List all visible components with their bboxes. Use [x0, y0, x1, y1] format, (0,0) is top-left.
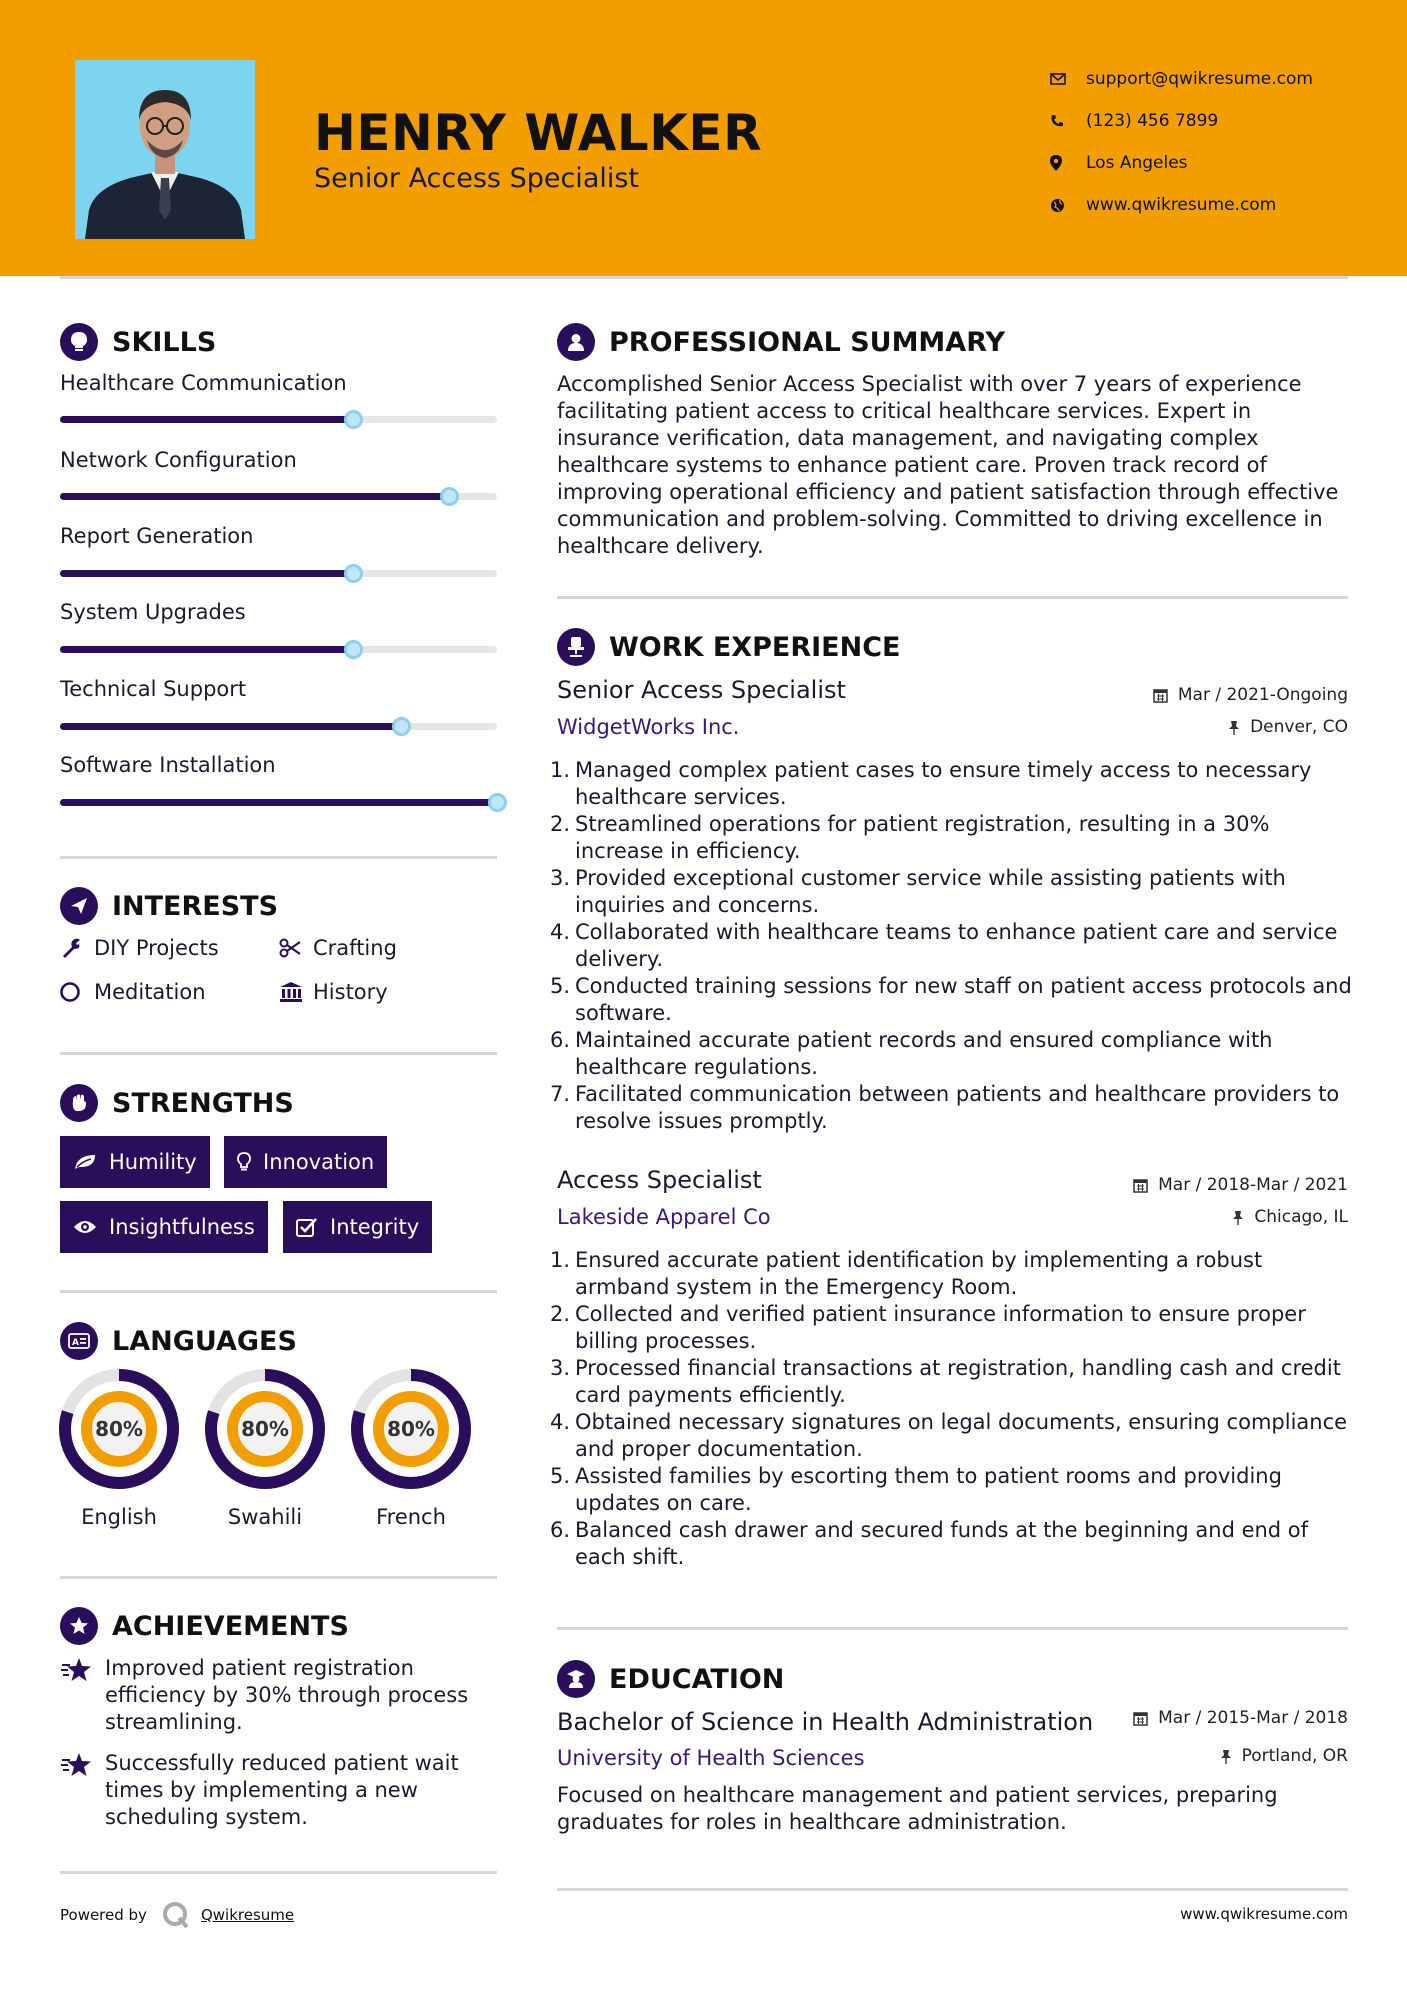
job-location [1228, 717, 1348, 737]
job-bullets [550, 757, 1357, 1135]
education-heading [557, 1660, 784, 1698]
skill-bar-fill [60, 493, 449, 500]
skill-bar-knob [344, 564, 363, 583]
language-percent: 80% [387, 1417, 435, 1441]
job-title: Access Specialist [557, 1166, 762, 1194]
skill-bar-fill [60, 416, 353, 423]
job-bullet: 4. Obtained necessary signatures on legal documents, ensuring compliance and proper documentation. [550, 1410, 1348, 1461]
experience-heading [557, 628, 900, 666]
skill-bar [60, 723, 497, 730]
language-ring [57, 1367, 181, 1491]
job-bullet: 6. Maintained accurate patient records and ensured compliance with healthcare regulations. [550, 1028, 1273, 1079]
wrench-icon [60, 937, 94, 959]
job-bullet: 7. Facilitated communication between patients and healthcare providers to resolve issues promptly. [550, 1082, 1340, 1133]
section-divider [60, 1871, 497, 1874]
contact-location-text: Los Angeles [1086, 153, 1188, 173]
envelope-icon [1050, 73, 1086, 85]
pushpin-icon [1228, 720, 1240, 735]
calendar-icon [1133, 1178, 1148, 1193]
skill-bar [60, 416, 497, 423]
language-name: English [81, 1505, 157, 1529]
skill-bar-knob [344, 410, 363, 429]
job-bullet: 4. Collaborated with healthcare teams to enhance patient care and service delivery. [550, 920, 1338, 971]
job-location [1232, 1207, 1348, 1227]
strength-label: Humility [109, 1150, 197, 1174]
calendar-icon [1153, 688, 1168, 703]
skills-heading-text: SKILLS [112, 326, 217, 358]
strength-label: Integrity [330, 1215, 420, 1239]
header-divider [60, 276, 1348, 279]
skill-label: Report Generation [60, 524, 254, 548]
education-description: Focused on healthcare management and patient services, preparing graduates for roles in healthcare administration. [557, 1783, 1278, 1834]
strength-pill [60, 1201, 268, 1253]
languages-heading [60, 1322, 297, 1360]
job-bullet: 3. Provided exceptional customer service while assisting patients with inquiries and concerns. [550, 866, 1286, 917]
svg-text:A: A [72, 1338, 79, 1348]
raised-fist-icon [60, 1084, 98, 1122]
skill-label: Software Installation [60, 753, 276, 777]
eye-icon [73, 1219, 97, 1235]
skill-bar-fill [60, 570, 353, 577]
section-divider [557, 1888, 1348, 1891]
job-dates-text: Mar / 2021-Ongoing [1177, 685, 1348, 705]
job-location-text: Denver, CO [1250, 717, 1348, 737]
section-divider [60, 1052, 497, 1055]
job-bullet: 6. Balanced cash drawer and secured funds at the beginning and end of each shift. [550, 1518, 1309, 1569]
summary-text: Accomplished Senior Access Specialist with over 7 years of experience facilitating patient access to critical healthcare services. Expert in insurance verification, data management, and navigating complex healthcare systems to enhance patient care. Proven track record of improving operational efficiency and patient satisfaction through effective communication and problem-solving. Committed to driving excellence in healthcare delivery. [557, 372, 1339, 558]
powered-by-text: Powered by [60, 1906, 147, 1924]
calendar-icon [1133, 1711, 1148, 1726]
interest-label: Meditation [94, 980, 206, 1004]
leaf-icon [73, 1153, 97, 1171]
lightbulb-icon [60, 323, 98, 361]
interest-item [60, 936, 219, 960]
section-divider [60, 1290, 497, 1293]
contact-website-text: www.qwikresume.com [1086, 195, 1277, 215]
language-item [203, 1367, 327, 1529]
skill-bar [60, 570, 497, 577]
strength-pill [283, 1201, 432, 1253]
strengths-heading-text: STRENGTHS [112, 1087, 294, 1119]
job-dates [1133, 1175, 1348, 1195]
skill-bar-knob [392, 717, 411, 736]
user-icon [557, 323, 595, 361]
language-percent: 80% [241, 1417, 289, 1441]
job-dates-text: Mar / 2018-Mar / 2021 [1158, 1175, 1348, 1195]
languages-heading-text: LANGUAGES [112, 1325, 297, 1357]
resume-header [0, 0, 1407, 276]
globe-icon [1050, 198, 1086, 213]
contact-email[interactable] [1050, 58, 1313, 100]
strength-pill [60, 1136, 210, 1188]
education-dates [1133, 1708, 1348, 1728]
job-bullet: 3. Processed financial transactions at registration, handling cash and credit card payments efficiently. [550, 1356, 1341, 1407]
skill-bar-knob [488, 793, 507, 812]
skill-bar [60, 799, 497, 806]
location-pin-icon [1050, 155, 1086, 171]
lightbulb-icon [237, 1152, 251, 1172]
job-bullet: 1. Managed complex patient cases to ensure timely access to necessary healthcare services. [550, 758, 1312, 809]
strength-label: Innovation [263, 1150, 375, 1174]
skill-bar-knob [440, 487, 459, 506]
interest-item [279, 980, 388, 1004]
qwikresume-link[interactable]: Qwikresume [200, 1906, 295, 1924]
graduate-icon [557, 1660, 595, 1698]
candidate-title: Senior Access Specialist [314, 163, 640, 194]
education-location [1220, 1746, 1348, 1766]
qwikresume-logo-icon [161, 1900, 191, 1930]
checkbox-icon [296, 1217, 318, 1237]
interests-heading-text: INTERESTS [112, 890, 279, 922]
language-item [349, 1367, 473, 1529]
language-card-icon [60, 1322, 98, 1360]
experience-heading-text: WORK EXPERIENCE [609, 631, 901, 663]
skill-bar-fill [60, 646, 353, 653]
interest-label: DIY Projects [94, 936, 219, 960]
powered-by [60, 1900, 294, 1930]
language-item [57, 1367, 181, 1529]
contact-location [1050, 142, 1313, 184]
skill-label: Network Configuration [60, 448, 297, 472]
achievement-item [60, 1750, 500, 1831]
strength-pill [224, 1136, 387, 1188]
scissors-icon [279, 938, 313, 958]
achievement-text: Improved patient registration efficiency by 30% through process streamlining. [105, 1656, 469, 1734]
skill-label: Healthcare Communication [60, 371, 347, 395]
education-heading-text: EDUCATION [609, 1663, 785, 1695]
star-icon [60, 1655, 105, 1736]
summary-heading [557, 323, 1005, 361]
job-bullet: 5. Assisted families by escorting them to patient rooms and providing updates on care. [550, 1464, 1282, 1515]
job-dates [1153, 685, 1348, 705]
school-name: University of Health Sciences [557, 1746, 865, 1770]
interest-item [60, 980, 206, 1004]
skill-bar [60, 493, 497, 500]
strength-label: Insightfulness [109, 1215, 255, 1239]
contact-phone[interactable] [1050, 100, 1313, 142]
company-name: WidgetWorks Inc. [557, 715, 740, 739]
office-chair-icon [557, 628, 595, 666]
job-bullets [550, 1247, 1357, 1571]
contact-list [1050, 58, 1313, 226]
skill-bar-fill [60, 799, 497, 806]
candidate-name: HENRY WALKER [314, 104, 763, 162]
footer-website[interactable]: www.qwikresume.com [1180, 1905, 1348, 1923]
education-dates-text: Mar / 2015-Mar / 2018 [1158, 1708, 1348, 1728]
interest-label: Crafting [313, 936, 397, 960]
job-bullet: 5. Conducted training sessions for new staff on patient access protocols and software. [550, 974, 1352, 1025]
achievements-heading [60, 1607, 349, 1645]
language-name: French [376, 1505, 446, 1529]
skill-label: Technical Support [60, 677, 247, 701]
contact-email-text: support@qwikresume.com [1086, 69, 1313, 89]
skills-heading [60, 323, 216, 361]
achievements-heading-text: ACHIEVEMENTS [112, 1610, 349, 1642]
skill-label: System Upgrades [60, 600, 246, 624]
skill-bar-knob [344, 640, 363, 659]
contact-website[interactable] [1050, 184, 1313, 226]
language-ring [349, 1367, 473, 1491]
interest-label: History [313, 980, 388, 1004]
degree-title: Bachelor of Science in Health Administration [557, 1708, 1094, 1736]
star-badge-icon [60, 1607, 98, 1645]
skill-bar [60, 646, 497, 653]
job-title: Senior Access Specialist [557, 676, 846, 704]
summary-heading-text: PROFESSIONAL SUMMARY [609, 326, 1006, 358]
interests-heading [60, 887, 278, 925]
language-ring [203, 1367, 327, 1491]
pushpin-icon [1220, 1749, 1232, 1764]
contact-phone-text: (123) 456 7899 [1086, 111, 1219, 131]
section-divider [60, 856, 497, 859]
section-divider [557, 596, 1348, 599]
job-location-text: Chicago, IL [1254, 1207, 1348, 1227]
strengths-heading [60, 1084, 294, 1122]
achievement-item [60, 1655, 500, 1736]
company-name: Lakeside Apparel Co [557, 1205, 771, 1229]
phone-icon [1050, 114, 1086, 128]
skill-bar-fill [60, 723, 401, 730]
job-bullet: 2. Collected and verified patient insurance information to ensure proper billing processes. [550, 1302, 1306, 1353]
interest-item [279, 936, 397, 960]
profile-photo [75, 60, 255, 239]
pushpin-icon [1232, 1210, 1244, 1225]
language-percent: 80% [95, 1417, 143, 1441]
education-location-text: Portland, OR [1241, 1746, 1348, 1766]
paper-plane-icon [60, 887, 98, 925]
language-name: Swahili [227, 1505, 303, 1529]
achievement-text: Successfully reduced patient wait times by implementing a new scheduling system. [105, 1751, 459, 1829]
job-bullet: 2. Streamlined operations for patient registration, resulting in a 30% increase in efficiency. [550, 812, 1270, 863]
museum-icon [279, 981, 313, 1003]
section-divider [60, 1576, 497, 1579]
section-divider [557, 1627, 1348, 1630]
circle-icon [60, 981, 94, 1003]
star-icon [60, 1750, 105, 1831]
job-bullet: 1. Ensured accurate patient identification by implementing a robust armband system in the Emergency Room. [550, 1248, 1263, 1299]
